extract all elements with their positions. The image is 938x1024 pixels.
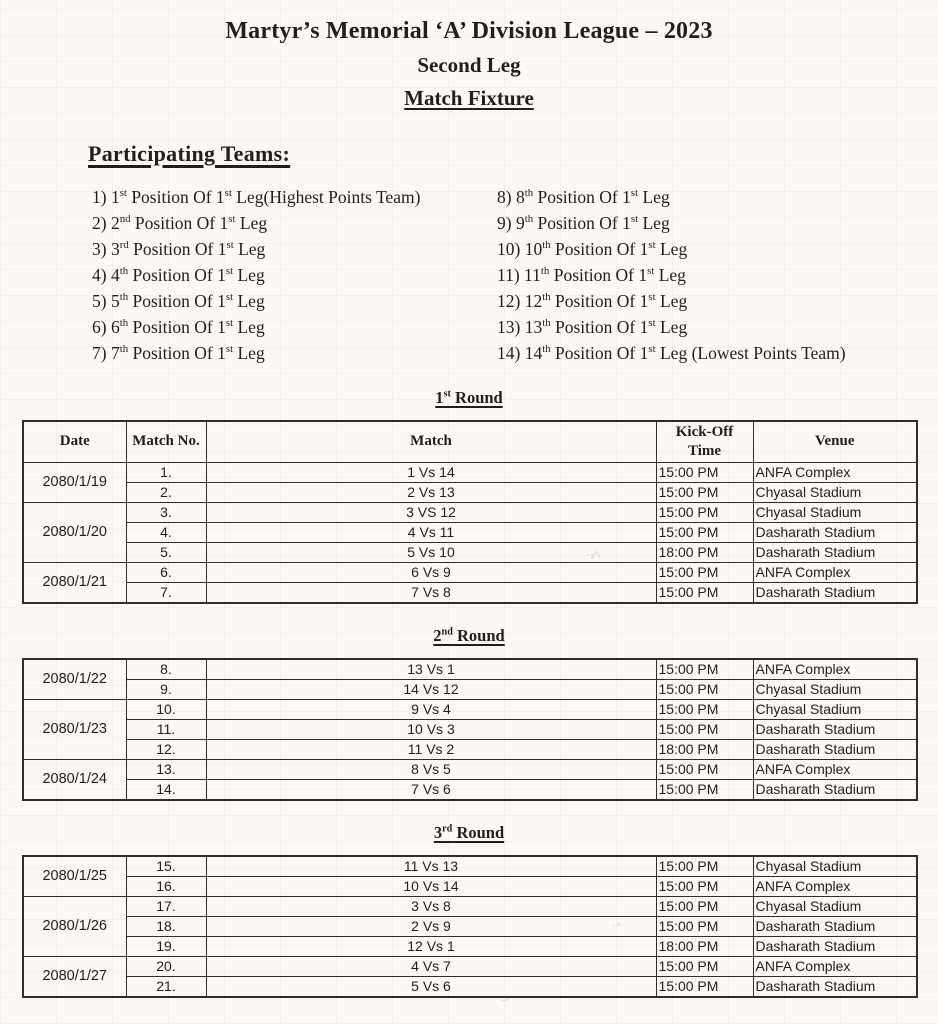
time-cell: 15:00 PM — [656, 522, 753, 542]
time-cell: 15:00 PM — [656, 759, 753, 779]
fixture-row — [23, 956, 917, 976]
match-cell: 5 Vs 6 — [206, 976, 656, 997]
fixture-row — [23, 876, 917, 896]
pencil-smudge: ·₂⁄₅ — [584, 546, 602, 563]
venue-cell: Dasharath Stadium — [753, 582, 917, 603]
round-section-3 — [0, 823, 938, 998]
match-cell: 11 Vs 2 — [206, 739, 656, 759]
fixture-row — [23, 916, 917, 936]
teams-list-left — [92, 184, 497, 366]
no-cell: 8. — [126, 659, 206, 680]
no-cell: 11. — [126, 719, 206, 739]
no-cell: 6. — [126, 562, 206, 582]
no-cell: 2. — [126, 482, 206, 502]
no-cell: 1. — [126, 462, 206, 482]
time-cell: 15:00 PM — [656, 976, 753, 997]
venue-cell: Dasharath Stadium — [753, 719, 917, 739]
round-1-heading: 1st Round — [435, 388, 503, 407]
time-cell: 15:00 PM — [656, 856, 753, 877]
document-subtitle-second-leg: Second Leg — [417, 53, 521, 77]
title-block — [0, 0, 938, 111]
match-cell: 10 Vs 14 — [206, 876, 656, 896]
team-list-item: 10) 10th Position Of 1st Leg — [497, 239, 688, 259]
match-cell: 6 Vs 9 — [206, 562, 656, 582]
no-cell: 7. — [126, 582, 206, 603]
no-cell: 21. — [126, 976, 206, 997]
venue-cell: ANFA Complex — [753, 659, 917, 680]
round-3-heading: 3rd Round — [433, 822, 505, 842]
time-cell: 15:00 PM — [656, 699, 753, 719]
venue-cell: Dasharath Stadium — [753, 936, 917, 956]
venue-cell: ANFA Complex — [753, 876, 917, 896]
fixture-row — [23, 936, 917, 956]
fixture-row — [23, 896, 917, 916]
match-cell: 3 VS 12 — [206, 502, 656, 522]
date-cell: 2080/1/20 — [23, 502, 126, 562]
participating-teams-heading: Participating Teams: — [88, 141, 291, 166]
team-list-item: 13) 13th Position Of 1st Leg — [497, 317, 688, 337]
no-cell: 18. — [126, 916, 206, 936]
column-header: Match No. — [126, 421, 206, 462]
venue-cell: ANFA Complex — [753, 562, 917, 582]
team-list-item: 12) 12th Position Of 1st Leg — [497, 291, 688, 311]
team-list-item: 1) 1st Position Of 1st Leg(Highest Points Team) — [92, 187, 421, 207]
venue-cell: Chyasal Stadium — [753, 699, 917, 719]
fixture-row — [23, 582, 917, 603]
time-cell: 18:00 PM — [656, 936, 753, 956]
match-cell: 5 Vs 10 — [206, 542, 656, 562]
team-list-item: 5) 5th Position Of 1st Leg — [92, 291, 265, 311]
fixture-row — [23, 759, 917, 779]
time-cell: 15:00 PM — [656, 582, 753, 603]
venue-cell: Chyasal Stadium — [753, 896, 917, 916]
fixture-row — [23, 699, 917, 719]
venue-cell: Dasharath Stadium — [753, 779, 917, 800]
column-header: Kick-Off Time — [656, 421, 753, 462]
time-cell: 15:00 PM — [656, 502, 753, 522]
team-list-item: 14) 14th Position Of 1st Leg (Lowest Points Team) — [497, 343, 846, 363]
no-cell: 5. — [126, 542, 206, 562]
pencil-smudge: ·⁺ — [611, 919, 623, 934]
time-cell: 15:00 PM — [656, 896, 753, 916]
document-title: Martyr’s Memorial ‘A’ Division League – 2023 — [225, 18, 713, 44]
column-header: Date — [23, 421, 126, 462]
match-cell: 4 Vs 7 — [206, 956, 656, 976]
date-cell: 2080/1/21 — [23, 562, 126, 603]
time-cell: 15:00 PM — [656, 482, 753, 502]
no-cell: 4. — [126, 522, 206, 542]
venue-cell: Dasharath Stadium — [753, 976, 917, 997]
no-cell: 17. — [126, 896, 206, 916]
no-cell: 15. — [126, 856, 206, 877]
match-cell: 7 Vs 6 — [206, 779, 656, 800]
match-cell: 10 Vs 3 — [206, 719, 656, 739]
venue-cell: ANFA Complex — [753, 462, 917, 482]
participating-teams-list — [0, 184, 938, 366]
venue-cell: ANFA Complex — [753, 956, 917, 976]
no-cell: 14. — [126, 779, 206, 800]
column-header: Venue — [753, 421, 917, 462]
date-cell: 2080/1/19 — [23, 462, 126, 502]
venue-cell: Chyasal Stadium — [753, 856, 917, 877]
time-cell: 15:00 PM — [656, 956, 753, 976]
venue-cell: Dasharath Stadium — [753, 739, 917, 759]
venue-cell: ANFA Complex — [753, 759, 917, 779]
round-1-fixture-table — [22, 420, 918, 604]
match-cell: 12 Vs 1 — [206, 936, 656, 956]
teams-list-right — [497, 184, 938, 366]
match-cell: 3 Vs 8 — [206, 896, 656, 916]
fixture-row — [23, 562, 917, 582]
fixture-row — [23, 462, 917, 482]
team-list-item: 6) 6th Position Of 1st Leg — [92, 317, 265, 337]
time-cell: 15:00 PM — [656, 779, 753, 800]
venue-cell: Dasharath Stadium — [753, 522, 917, 542]
time-cell: 15:00 PM — [656, 659, 753, 680]
date-cell: 2080/1/23 — [23, 699, 126, 759]
match-cell: 2 Vs 9 — [206, 916, 656, 936]
no-cell: 20. — [126, 956, 206, 976]
round-3-fixture-table — [22, 855, 918, 998]
no-cell: 16. — [126, 876, 206, 896]
fixture-row — [23, 482, 917, 502]
venue-cell: Chyasal Stadium — [753, 482, 917, 502]
no-cell: 9. — [126, 679, 206, 699]
fixture-row — [23, 502, 917, 522]
document-subtitle-match-fixture: Match Fixture — [404, 86, 534, 110]
round-2-heading: 2nd Round — [433, 625, 505, 645]
round-section-2 — [0, 626, 938, 801]
column-header: Match — [206, 421, 656, 462]
venue-cell: Dasharath Stadium — [753, 542, 917, 562]
match-cell: 4 Vs 11 — [206, 522, 656, 542]
date-cell: 2080/1/25 — [23, 856, 126, 897]
fixture-row — [23, 659, 917, 680]
match-cell: 7 Vs 8 — [206, 582, 656, 603]
venue-cell: Dasharath Stadium — [753, 916, 917, 936]
date-cell: 2080/1/22 — [23, 659, 126, 700]
no-cell: 19. — [126, 936, 206, 956]
time-cell: 15:00 PM — [656, 719, 753, 739]
round-2-fixture-table — [22, 658, 918, 801]
fixture-row — [23, 739, 917, 759]
team-list-item: 9) 9th Position Of 1st Leg — [497, 213, 670, 233]
time-cell: 15:00 PM — [656, 462, 753, 482]
no-cell: 10. — [126, 699, 206, 719]
no-cell: 12. — [126, 739, 206, 759]
match-cell: 13 Vs 1 — [206, 659, 656, 680]
team-list-item: 11) 11th Position Of 1st Leg — [497, 265, 686, 285]
venue-cell: Chyasal Stadium — [753, 679, 917, 699]
round-section-1 — [0, 388, 938, 604]
match-cell: 2 Vs 13 — [206, 482, 656, 502]
fixture-row — [23, 719, 917, 739]
no-cell: 3. — [126, 502, 206, 522]
match-cell: 14 Vs 12 — [206, 679, 656, 699]
match-cell: 8 Vs 5 — [206, 759, 656, 779]
fixture-row — [23, 522, 917, 542]
team-list-item: 8) 8th Position Of 1st Leg — [497, 187, 670, 207]
fixture-row — [23, 542, 917, 562]
date-cell: 2080/1/27 — [23, 956, 126, 997]
time-cell: 15:00 PM — [656, 679, 753, 699]
match-cell: 1 Vs 14 — [206, 462, 656, 482]
fixture-row — [23, 779, 917, 800]
fixture-row — [23, 976, 917, 997]
venue-cell: Chyasal Stadium — [753, 502, 917, 522]
time-cell: 18:00 PM — [656, 542, 753, 562]
team-list-item: 2) 2nd Position Of 1st Leg — [92, 213, 268, 233]
date-cell: 2080/1/26 — [23, 896, 126, 956]
pencil-smudge: ‿ — [498, 986, 511, 1003]
time-cell: 15:00 PM — [656, 562, 753, 582]
time-cell: 18:00 PM — [656, 739, 753, 759]
time-cell: 15:00 PM — [656, 876, 753, 896]
fixture-row — [23, 856, 917, 877]
match-cell: 9 Vs 4 — [206, 699, 656, 719]
time-cell: 15:00 PM — [656, 916, 753, 936]
date-cell: 2080/1/24 — [23, 759, 126, 800]
match-cell: 11 Vs 13 — [206, 856, 656, 877]
table-header-row — [23, 421, 917, 462]
team-list-item: 3) 3rd Position Of 1st Leg — [92, 239, 266, 259]
no-cell: 13. — [126, 759, 206, 779]
team-list-item: 7) 7th Position Of 1st Leg — [92, 343, 265, 363]
fixture-row — [23, 679, 917, 699]
team-list-item: 4) 4th Position Of 1st Leg — [92, 265, 265, 285]
